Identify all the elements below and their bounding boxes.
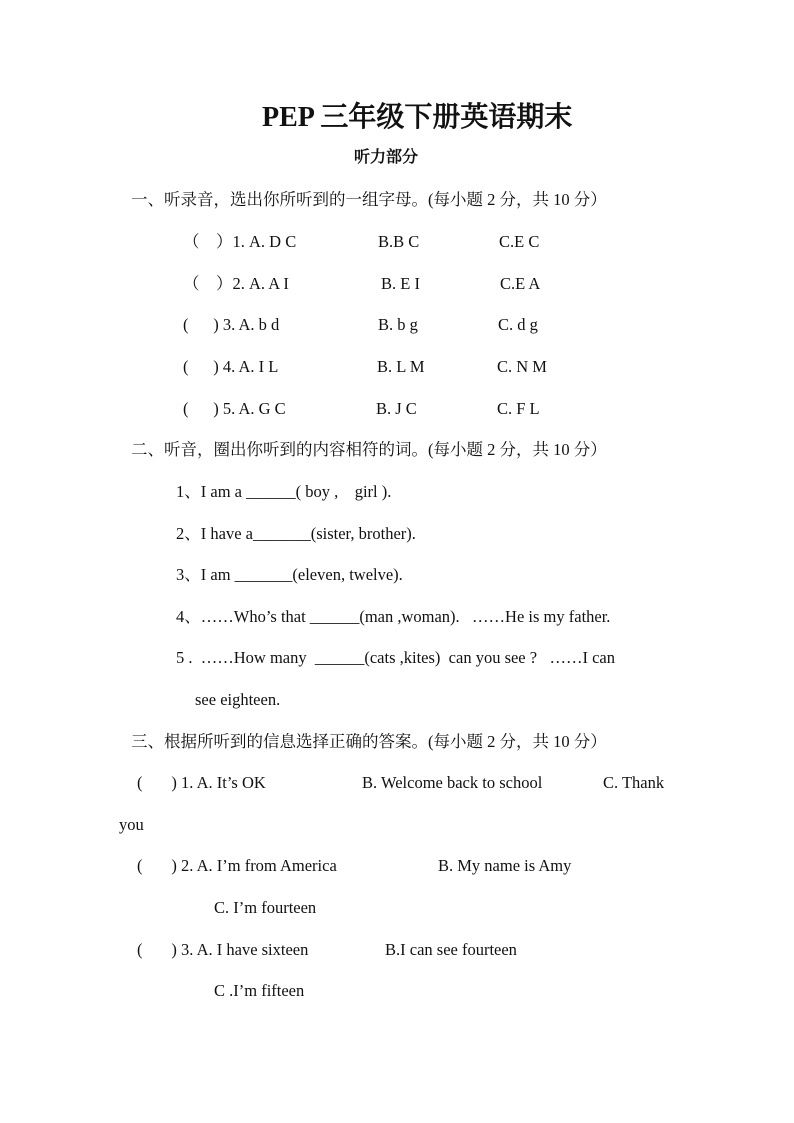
s3-q2-c: C. I’m fourteen — [214, 898, 317, 917]
s1-q4-c: C. N M — [497, 357, 547, 376]
s2-item-5: 5 . ……How many ______(cats ,kites) can you see ? ……I can — [176, 648, 615, 667]
s1-q2-a: （ ）2. A. A I — [183, 274, 289, 293]
s1-q3-b: B. b g — [378, 315, 418, 334]
section1-heading: 一、听录音，选出你所听到的一组字母。(每小题 2 分，共 10 分） — [131, 190, 607, 209]
s1-q3-c: C. d g — [498, 315, 538, 334]
s3-q2-a: ( ) 2. A. I’m from America — [137, 856, 337, 875]
s2-item-1: 1、I am a ______( boy , girl ). — [176, 482, 392, 501]
s1-q5-b: B. J C — [376, 399, 417, 418]
s2-item-3: 3、I am _______(eleven, twelve). — [176, 565, 403, 584]
s3-q1-a: ( ) 1. A. It’s OK — [137, 773, 266, 792]
s3-q1-wrap: you — [119, 815, 144, 834]
s2-item-4: 4、……Who’s that ______(man ,woman). ……He is my father. — [176, 607, 611, 626]
s3-q3-a: ( ) 3. A. I have sixteen — [137, 940, 309, 959]
s1-q1-a: （ ）1. A. D C — [183, 232, 297, 251]
s2-item-2: 2、I have a_______(sister, brother). — [176, 524, 416, 543]
s1-q2-c: C.E A — [500, 274, 541, 293]
s1-q4-b: B. L M — [377, 357, 425, 376]
s1-q4-a: ( ) 4. A. I L — [183, 357, 279, 376]
s3-q1-b: B. Welcome back to school — [362, 773, 543, 792]
s3-q2-b: B. My name is Amy — [438, 856, 572, 875]
s1-q1-c: C.E C — [499, 232, 540, 251]
page-subtitle: 听力部分 — [354, 149, 419, 166]
s1-q1-b: B.B C — [378, 232, 420, 251]
s2-item-5-cont: see eighteen. — [195, 690, 281, 709]
s1-q2-b: B. E I — [381, 274, 420, 293]
s1-q3-a: ( ) 3. A. b d — [183, 315, 280, 334]
s3-q3-c: C .I’m fifteen — [214, 981, 305, 1000]
s3-q3-b: B.I can see fourteen — [385, 940, 517, 959]
s1-q5-a: ( ) 5. A. G C — [183, 399, 286, 418]
s3-q1-c: C. Thank — [603, 773, 665, 792]
page-title: PEP 三年级下册英语期末 — [262, 102, 573, 133]
section2-heading: 二、听音，圈出你听到的内容相符的词。(每小题 2 分，共 10 分） — [131, 440, 607, 459]
section3-heading: 三、根据所听到的信息选择正确的答案。(每小题 2 分，共 10 分） — [131, 732, 607, 751]
s1-q5-c: C. F L — [497, 399, 540, 418]
